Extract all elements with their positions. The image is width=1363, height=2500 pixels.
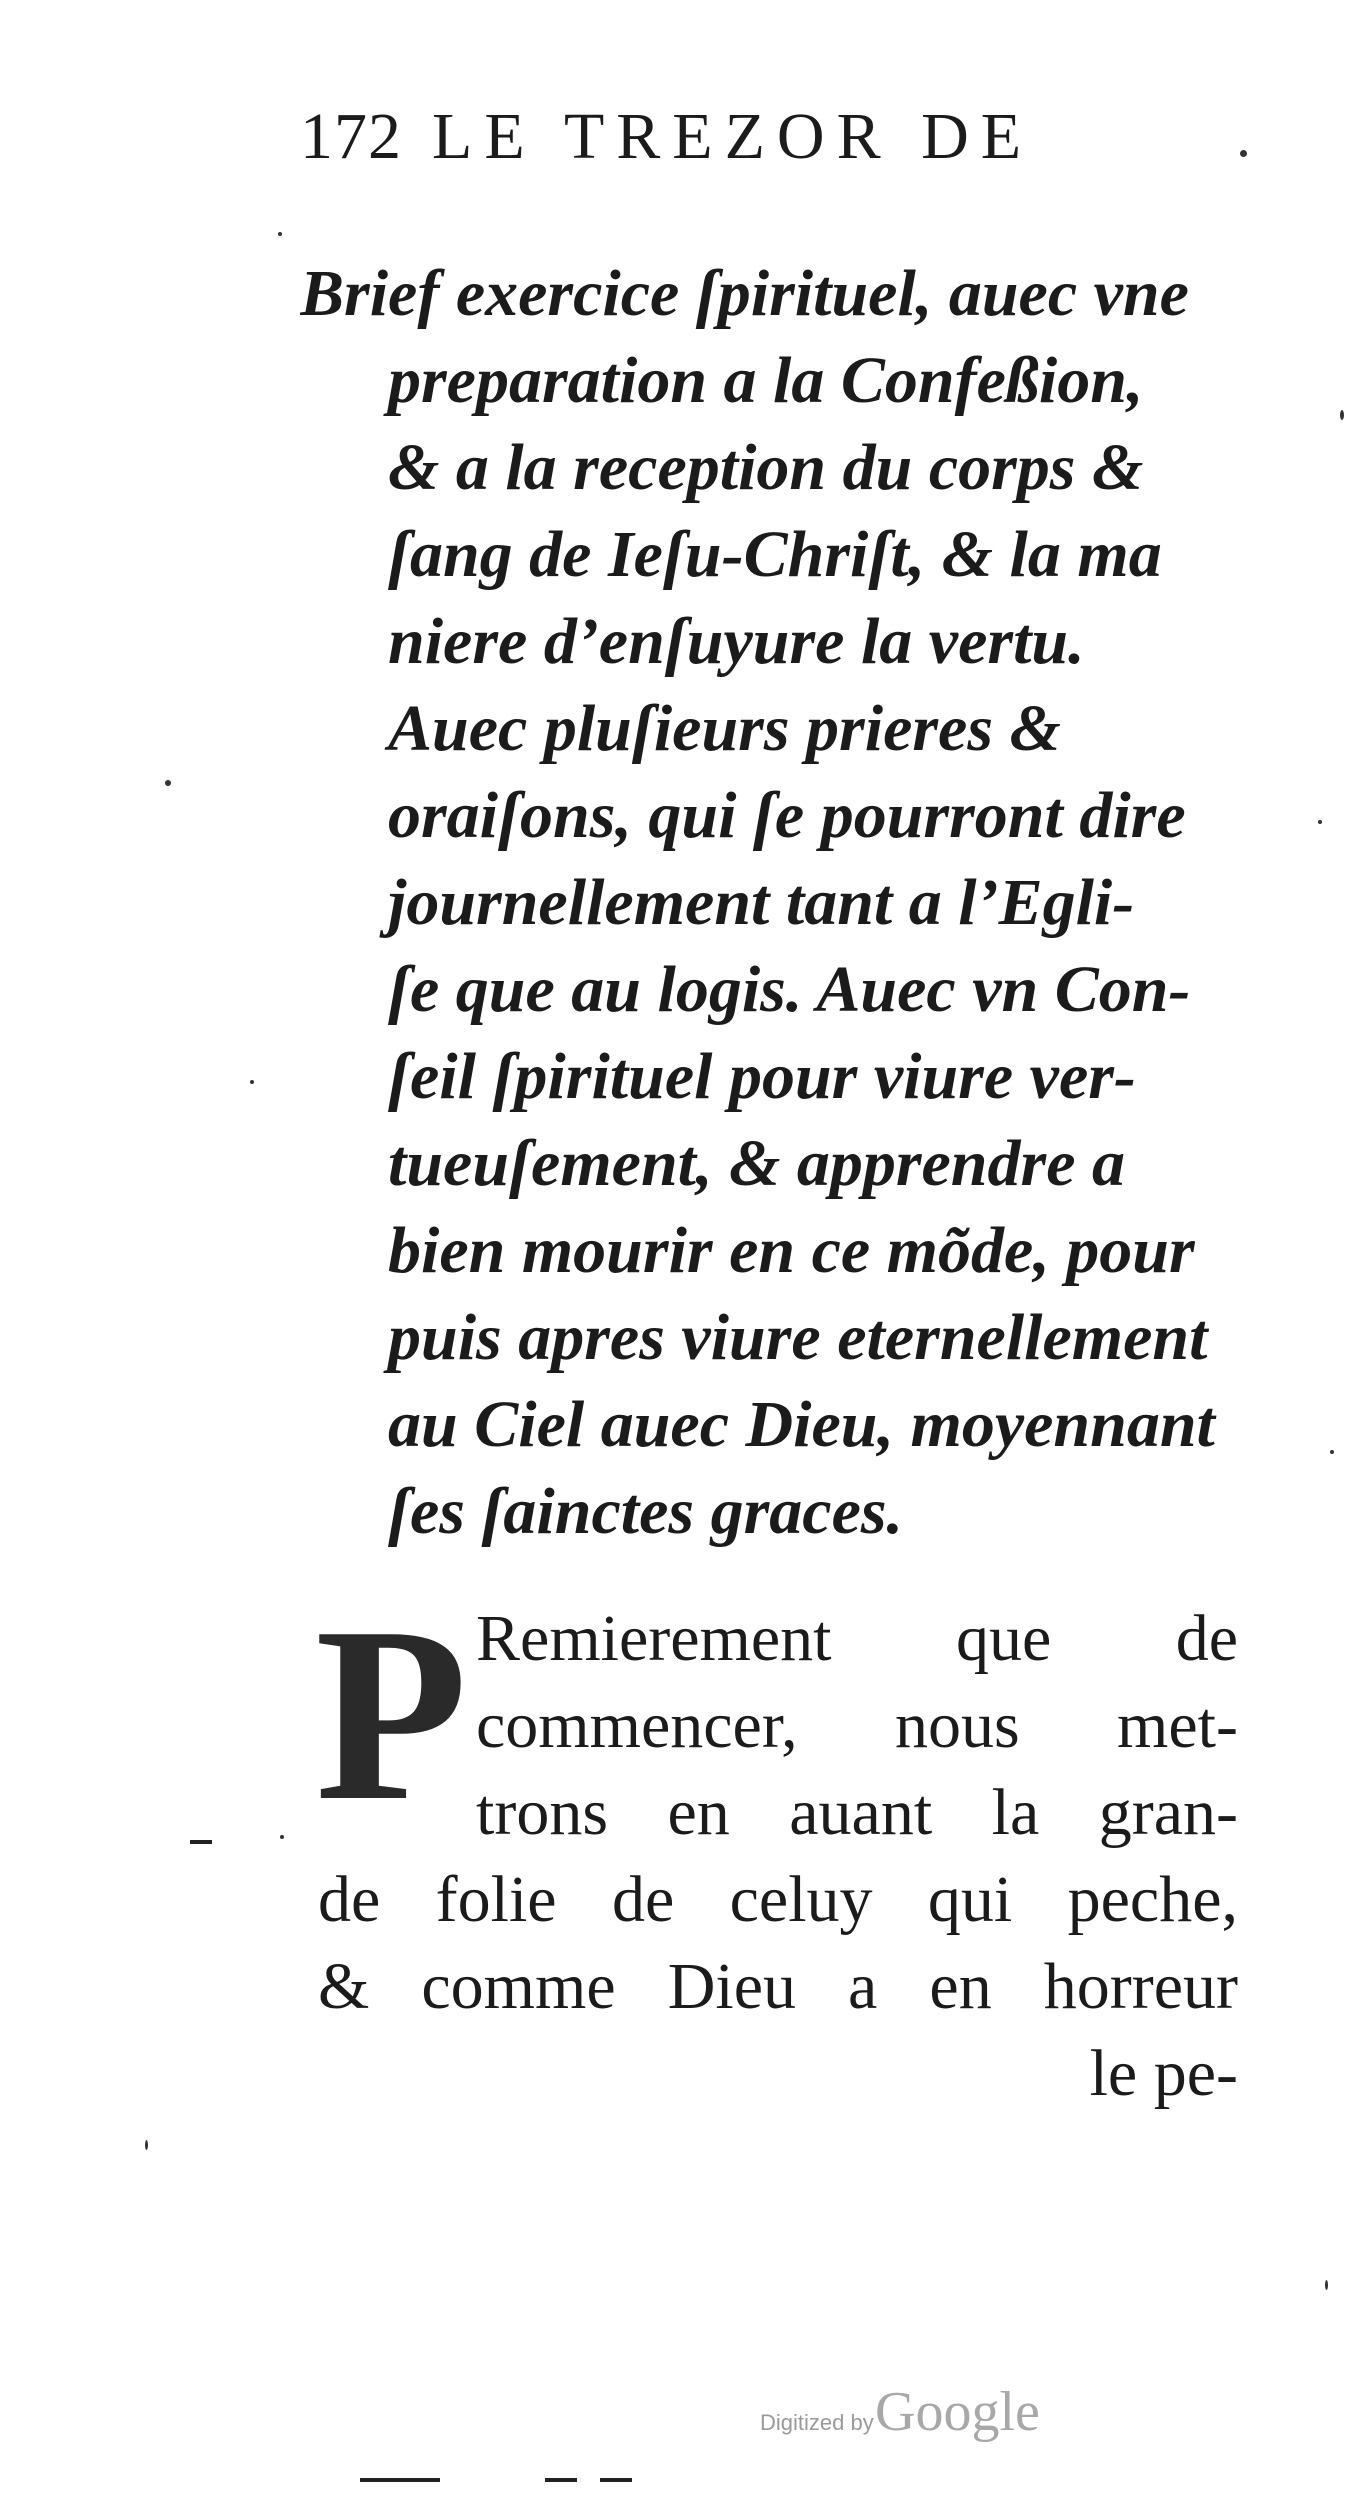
heading-line: niere d’enſuyure la vertu. (388, 605, 1085, 678)
heading-line: ſang de Ieſu-Chriſt, & la ma (388, 518, 1162, 591)
scan-speck (1325, 2280, 1328, 2290)
scan-speck (250, 1080, 254, 1084)
heading-line: puis apres viure eternellement (388, 1301, 1208, 1374)
heading-line: ſes ſainctes graces. (388, 1475, 904, 1548)
heading-line: journellement tant a l’Egli- (388, 866, 1135, 939)
heading-line: ſeil ſpirituel pour viure ver- (388, 1040, 1136, 1113)
scan-speck (278, 232, 282, 236)
heading-line: preparation a la Confeßion, (388, 344, 1144, 417)
scan-speck (145, 2140, 148, 2150)
scan-mark (360, 2478, 440, 2482)
heading-line: Auec pluſieurs prieres & (388, 692, 1061, 765)
heading-line: tueuſement, & apprendre a (388, 1127, 1125, 1200)
scan-speck (280, 1835, 284, 1839)
heading-line: Brief exercice ſpirituel, auec vne (300, 257, 1189, 330)
body-line: commencer, nous met- (476, 1689, 1238, 1762)
digitized-watermark (760, 2380, 1080, 2450)
watermark-prefix: Digitized by (760, 2410, 874, 2435)
page-number: 172 (300, 100, 402, 173)
scan-mark (190, 1840, 212, 1844)
heading-line: au Ciel auec Dieu, moyennant (388, 1388, 1215, 1461)
scan-mark (600, 2478, 632, 2482)
scan-mark (545, 2478, 577, 2482)
catchword: le pe- (1089, 2037, 1238, 2110)
body-line: de folie de celuy qui peche, (318, 1863, 1238, 1936)
scan-speck (1330, 1450, 1334, 1454)
heading-line: oraiſons, qui ſe pourront dire (388, 779, 1186, 852)
body-line: & comme Dieu a en horreur (318, 1950, 1238, 2023)
scan-speck (1318, 820, 1322, 824)
heading-line: & a la reception du corps & (388, 431, 1144, 504)
watermark-brand: Google (875, 2381, 1040, 2443)
scan-speck (1340, 410, 1344, 420)
scan-speck (1240, 150, 1247, 157)
body-text (318, 1595, 1238, 2117)
running-title: LE TREZOR DE (432, 100, 1034, 173)
italic-heading-block (300, 250, 1240, 1555)
heading-line: bien mourir en ce mõde, pour (388, 1214, 1195, 1287)
heading-line: ſe que au logis. Auec vn Con- (388, 953, 1191, 1026)
body-line: Remierement que de (476, 1602, 1238, 1675)
drop-cap: P (315, 1576, 468, 1853)
scan-speck (165, 780, 171, 786)
running-head (300, 92, 1200, 182)
body-line: trons en auant la gran- (476, 1776, 1238, 1849)
